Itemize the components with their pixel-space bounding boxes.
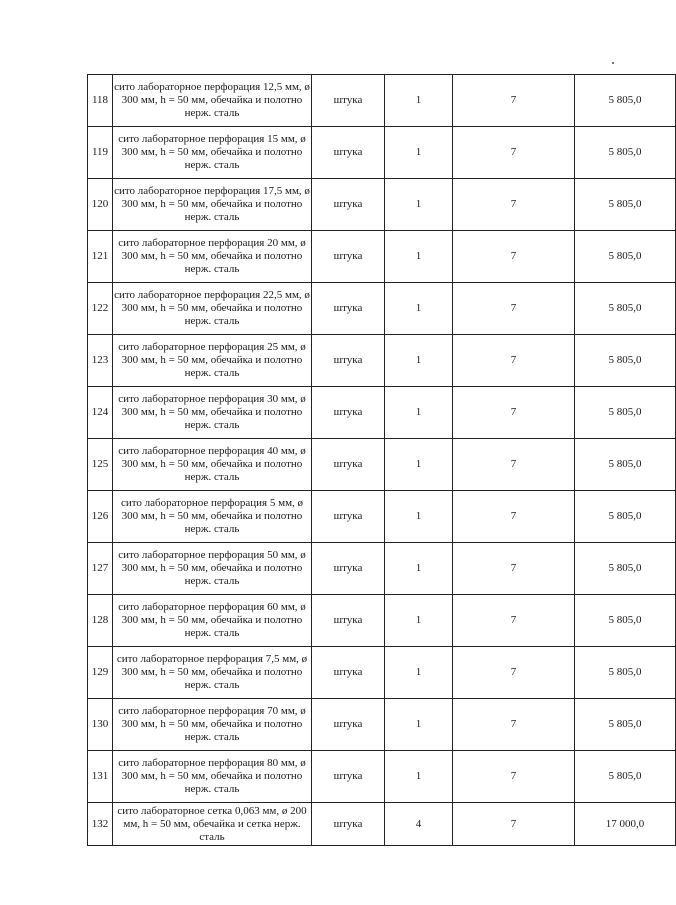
item-unit: штука (312, 595, 385, 647)
item-unit: штука (312, 751, 385, 803)
item-unit: штука (312, 283, 385, 335)
item-name: сито лабораторное перфорация 17,5 мм, ø 300 мм, h = 50 мм, обечайка и полотно нерж. сталь (113, 179, 312, 231)
item-quantity: 1 (385, 491, 453, 543)
item-unit: штука (312, 647, 385, 699)
row-number: 131 (88, 751, 113, 803)
row-number: 121 (88, 231, 113, 283)
table-row (88, 803, 676, 846)
item-name: сито лабораторное перфорация 7,5 мм, ø 300 мм, h = 50 мм, обечайка и полотно нерж. сталь (113, 647, 312, 699)
item-unit: штука (312, 803, 385, 846)
item-quantity: 1 (385, 231, 453, 283)
item-term: 7 (453, 803, 575, 846)
row-number: 124 (88, 387, 113, 439)
item-name: сито лабораторное перфорация 40 мм, ø 300 мм, h = 50 мм, обечайка и полотно нерж. сталь (113, 439, 312, 491)
item-quantity: 1 (385, 751, 453, 803)
item-name: сито лабораторное перфорация 22,5 мм, ø 300 мм, h = 50 мм, обечайка и полотно нерж. сталь (113, 283, 312, 335)
table-row (88, 595, 676, 647)
item-unit: штука (312, 439, 385, 491)
item-name: сито лабораторное перфорация 15 мм, ø 300 мм, h = 50 мм, обечайка и полотно нерж. сталь (113, 127, 312, 179)
row-number: 120 (88, 179, 113, 231)
items-table-body (88, 75, 676, 846)
item-unit: штука (312, 335, 385, 387)
item-sum: 5 805,0 (575, 491, 676, 543)
item-name: сито лабораторное перфорация 5 мм, ø 300 мм, h = 50 мм, обечайка и полотно нерж. сталь (113, 491, 312, 543)
table-row (88, 751, 676, 803)
item-name: сито лабораторное перфорация 30 мм, ø 300 мм, h = 50 мм, обечайка и полотно нерж. сталь (113, 387, 312, 439)
item-unit: штука (312, 491, 385, 543)
item-term: 7 (453, 595, 575, 647)
item-quantity: 1 (385, 543, 453, 595)
item-sum: 5 805,0 (575, 231, 676, 283)
table-row (88, 75, 676, 127)
item-name: сито лабораторное перфорация 70 мм, ø 300 мм, h = 50 мм, обечайка и полотно нерж. сталь (113, 699, 312, 751)
item-sum: 5 805,0 (575, 335, 676, 387)
item-name: сито лабораторное перфорация 25 мм, ø 300 мм, h = 50 мм, обечайка и полотно нерж. сталь (113, 335, 312, 387)
item-quantity: 1 (385, 283, 453, 335)
item-term: 7 (453, 647, 575, 699)
item-sum: 5 805,0 (575, 127, 676, 179)
row-number: 123 (88, 335, 113, 387)
table-row (88, 647, 676, 699)
item-term: 7 (453, 751, 575, 803)
item-sum: 5 805,0 (575, 439, 676, 491)
items-table (87, 74, 676, 846)
item-name: сито лабораторное перфорация 12,5 мм, ø 300 мм, h = 50 мм, обечайка и полотно нерж. сталь (113, 75, 312, 127)
table-row (88, 543, 676, 595)
table-row (88, 283, 676, 335)
item-sum: 5 805,0 (575, 179, 676, 231)
row-number: 130 (88, 699, 113, 751)
table-row (88, 699, 676, 751)
table-row (88, 387, 676, 439)
item-quantity: 1 (385, 127, 453, 179)
item-term: 7 (453, 699, 575, 751)
row-number: 128 (88, 595, 113, 647)
table-row (88, 179, 676, 231)
row-number: 129 (88, 647, 113, 699)
item-quantity: 1 (385, 75, 453, 127)
row-number: 118 (88, 75, 113, 127)
row-number: 125 (88, 439, 113, 491)
item-term: 7 (453, 127, 575, 179)
item-term: 7 (453, 439, 575, 491)
item-name: сито лабораторное перфорация 60 мм, ø 300 мм, h = 50 мм, обечайка и полотно нерж. сталь (113, 595, 312, 647)
table-row (88, 231, 676, 283)
item-name: сито лабораторное перфорация 20 мм, ø 300 мм, h = 50 мм, обечайка и полотно нерж. сталь (113, 231, 312, 283)
scan-speck (612, 62, 614, 64)
row-number: 132 (88, 803, 113, 846)
item-quantity: 1 (385, 439, 453, 491)
item-unit: штука (312, 231, 385, 283)
item-unit: штука (312, 543, 385, 595)
item-quantity: 1 (385, 699, 453, 751)
item-name: сито лабораторное перфорация 50 мм, ø 300 мм, h = 50 мм, обечайка и полотно нерж. сталь (113, 543, 312, 595)
item-term: 7 (453, 491, 575, 543)
row-number: 127 (88, 543, 113, 595)
table-row (88, 127, 676, 179)
item-term: 7 (453, 387, 575, 439)
item-unit: штука (312, 699, 385, 751)
item-quantity: 1 (385, 595, 453, 647)
item-sum: 5 805,0 (575, 595, 676, 647)
item-unit: штука (312, 127, 385, 179)
table-row (88, 335, 676, 387)
item-unit: штука (312, 75, 385, 127)
item-quantity: 1 (385, 647, 453, 699)
item-quantity: 4 (385, 803, 453, 846)
item-sum: 5 805,0 (575, 647, 676, 699)
item-quantity: 1 (385, 335, 453, 387)
item-unit: штука (312, 387, 385, 439)
item-sum: 5 805,0 (575, 75, 676, 127)
item-term: 7 (453, 335, 575, 387)
table-row (88, 491, 676, 543)
item-term: 7 (453, 283, 575, 335)
item-sum: 17 000,0 (575, 803, 676, 846)
item-name: сито лабораторное перфорация 80 мм, ø 300 мм, h = 50 мм, обечайка и полотно нерж. сталь (113, 751, 312, 803)
item-term: 7 (453, 75, 575, 127)
row-number: 122 (88, 283, 113, 335)
item-quantity: 1 (385, 179, 453, 231)
item-sum: 5 805,0 (575, 387, 676, 439)
item-term: 7 (453, 231, 575, 283)
item-name: сито лабораторное сетка 0,063 мм, ø 200 мм, h = 50 мм, обечайка и сетка нерж. сталь (113, 803, 312, 846)
row-number: 119 (88, 127, 113, 179)
item-quantity: 1 (385, 387, 453, 439)
item-term: 7 (453, 179, 575, 231)
table-row (88, 439, 676, 491)
item-sum: 5 805,0 (575, 751, 676, 803)
item-unit: штука (312, 179, 385, 231)
item-term: 7 (453, 543, 575, 595)
item-sum: 5 805,0 (575, 543, 676, 595)
row-number: 126 (88, 491, 113, 543)
item-sum: 5 805,0 (575, 283, 676, 335)
item-sum: 5 805,0 (575, 699, 676, 751)
